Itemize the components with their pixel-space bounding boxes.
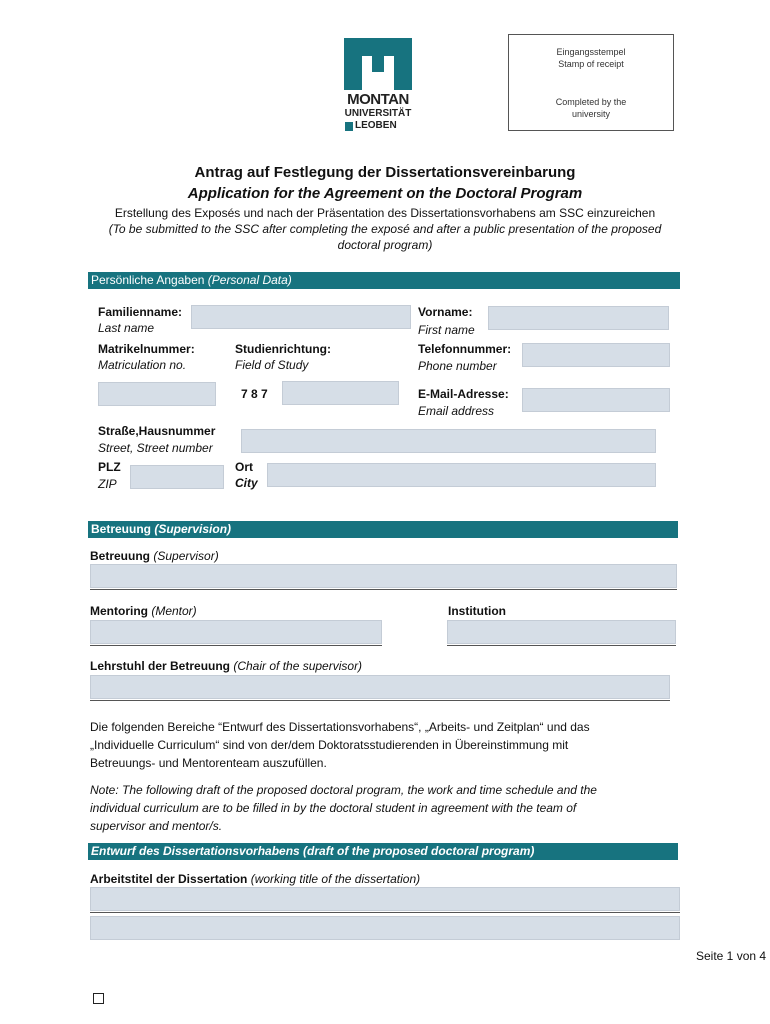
matriculation-sublabel: Matriculation no. [98,358,187,372]
working-title-label: Arbeitstitel der Dissertation (working title of the dissertation) [90,872,421,886]
supervisor-underline [90,589,677,590]
instructions-en-line-3: supervisor and mentor/s. [90,819,223,833]
stamp-label-de: Eingangsstempel [556,47,626,57]
institution-underline [447,645,676,646]
institution-field[interactable] [447,620,676,644]
zip-sublabel: ZIP [98,477,117,491]
chair-underline [90,700,670,701]
submission-note-de: Erstellung des Exposés und nach der Präsentation des Dissertationsvorhabens am SSC einzureichen [114,206,656,220]
phone-sublabel: Phone number [418,359,497,373]
submission-note-en-2: doctoral program) [337,238,433,252]
stamp-label-en: Stamp of receipt [558,59,624,69]
field-of-study-code: 7 8 7 [241,387,268,401]
stamp-university-label: university [571,109,610,119]
submission-note-en-1: (To be submitted to the SSC after completing the exposé and after a public presentation of the proposed [108,222,662,236]
field-of-study-sublabel: Field of Study [235,358,309,372]
city-sublabel: City [235,476,258,490]
firstname-sublabel: First name [418,323,475,337]
working-title-field-2[interactable] [90,916,680,940]
working-title-field-1[interactable] [90,887,680,911]
receipt-stamp-box [508,34,674,131]
zip-field[interactable] [130,465,224,489]
instructions-de-line-2: „Individuelle Curriculum“ sind von der/dem Doktoratsstudierenden in Übereinstimmung mit [90,738,569,752]
logo-mark-icon [344,38,412,90]
supervisor-label: Betreuung (Supervisor) [90,549,219,563]
lastname-sublabel: Last name [98,321,155,335]
firstname-field[interactable] [488,306,669,330]
city-field[interactable] [267,463,656,487]
form-title-de: Antrag auf Festlegung der Dissertationsvereinbarung [194,164,576,181]
supervisor-field[interactable] [90,564,677,588]
city-label: Ort [235,460,253,474]
section-header-supervision: Betreuung (Supervision) [88,521,678,538]
street-label: Straße,Hausnummer [98,424,216,438]
page-number: Seite 1 von 4 [696,949,767,963]
instructions-paragraph-de [90,718,690,772]
chair-field[interactable] [90,675,670,699]
institution-label: Institution [448,604,506,618]
phone-label: Telefonnummer: [418,342,512,356]
mentor-label: Mentoring (Mentor) [90,604,197,618]
mentor-field[interactable] [90,620,382,644]
logo-text-leoben: LEOBEN [343,120,413,133]
instructions-de-line-1: Die folgenden Bereiche “Entwurf des Dissertationsvorhabens“, „Arbeits- und Zeitplan“ und das [90,720,590,734]
instructions-en-line-1: Note: The following draft of the proposed doctoral program, the work and time schedule and the [90,783,597,797]
section-header-personal-data: Persönliche Angaben (Personal Data) [88,272,680,289]
instructions-paragraph-en [90,781,690,835]
university-logo [343,38,413,134]
email-field[interactable] [522,388,670,412]
checkbox[interactable] [93,993,104,1004]
phone-field[interactable] [522,343,670,367]
email-sublabel: Email address [418,404,495,418]
chair-label: Lehrstuhl der Betreuung (Chair of the supervisor) [90,659,363,673]
working-title-underline [90,912,680,913]
logo-text-montan: MONTAN [347,91,409,108]
field-of-study-field[interactable] [282,381,399,405]
lastname-field[interactable] [191,305,411,329]
instructions-de-line-3: Betreuungs- und Mentorenteam auszufüllen. [90,756,327,770]
zip-label: PLZ [98,460,121,474]
field-of-study-label: Studienrichtung: [235,342,331,356]
instructions-en-line-2: individual curriculum are to be filled in by the doctoral student in agreement with the team of [90,801,577,815]
street-field[interactable] [241,429,656,453]
street-sublabel: Street, Street number [98,441,213,455]
firstname-label: Vorname: [418,305,473,319]
matriculation-label: Matrikelnummer: [98,342,195,356]
logo-text-universitaet: UNIVERSITÄT [344,108,412,119]
mentor-underline [90,645,382,646]
form-title-en: Application for the Agreement on the Doctoral Program [187,185,583,202]
section-header-draft: Entwurf des Dissertationsvorhabens (draft of the proposed doctoral program) [88,843,678,860]
matriculation-field[interactable] [98,382,216,406]
lastname-label: Familienname: [98,305,183,319]
email-label: E-Mail-Adresse: [418,387,509,401]
stamp-completed-label: Completed by the [555,97,627,107]
